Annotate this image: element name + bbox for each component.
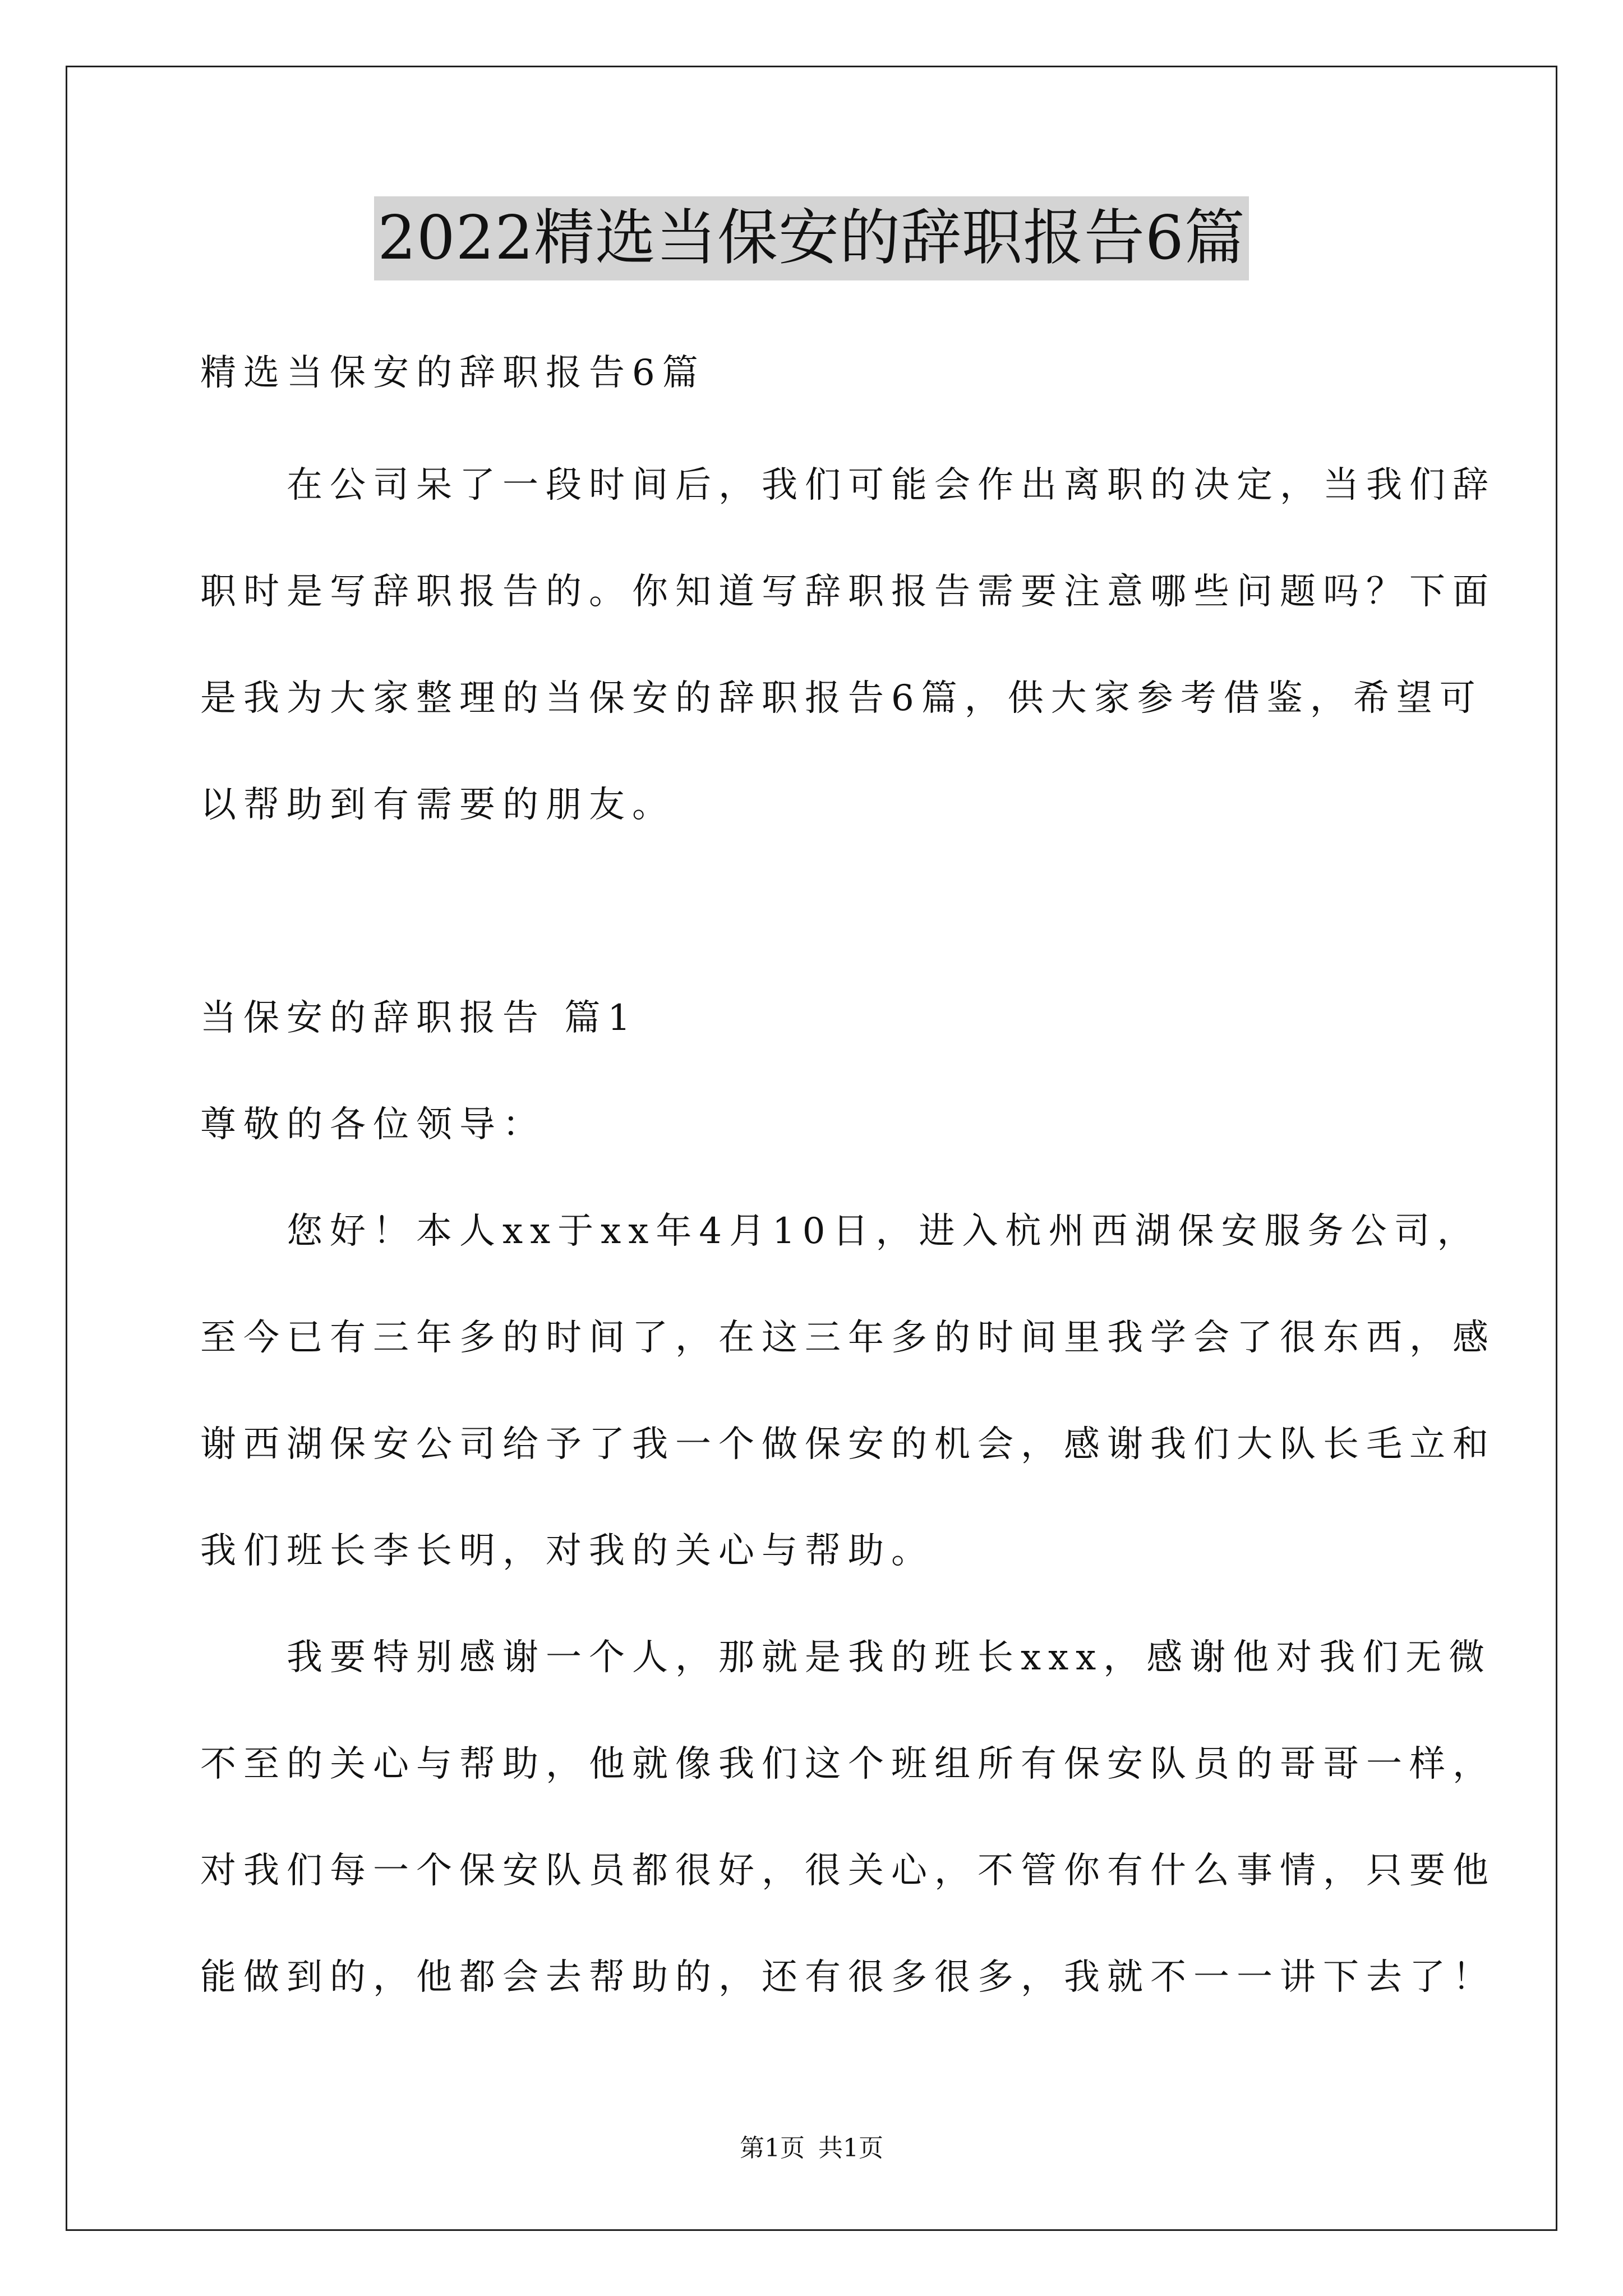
subtitle-line: 精选当保安的辞职报告6篇 <box>200 352 706 394</box>
page-total: 共1页 <box>818 2134 883 2162</box>
paragraph-line: 在公司呆了一段时间后，我们可能会作出离职的决定，当我们辞 <box>200 464 1496 506</box>
title-container <box>0 196 1623 280</box>
section-heading: 当保安的辞职报告 篇1 <box>200 997 638 1039</box>
paragraph-line: 您好！本人xx于xx年4月10日，进入杭州西湖保安服务公司， <box>200 1211 1481 1252</box>
paragraph-line: 对我们每一个保安队员都很好，很关心，不管你有什么事情，只要他 <box>200 1850 1496 1892</box>
page-number: 第1页 <box>740 2134 805 2162</box>
paragraph-line: 以帮助到有需要的朋友。 <box>200 784 675 826</box>
paragraph-line: 我们班长李长明，对我的关心与帮助。 <box>200 1530 934 1572</box>
paragraph-line: 至今已有三年多的时间了，在这三年多的时间里我学会了很东西，感 <box>200 1317 1496 1359</box>
paragraph-line: 是我为大家整理的当保安的辞职报告6篇，供大家参考借鉴，希望可 <box>200 678 1483 719</box>
paragraph-line: 职时是写辞职报告的。你知道写辞职报告需要注意哪些问题吗？下面 <box>200 571 1496 613</box>
paragraph-line: 谢西湖保安公司给予了我一个做保安的机会，感谢我们大队长毛立和 <box>200 1424 1496 1465</box>
salutation-line: 尊敬的各位领导： <box>200 1104 546 1145</box>
paragraph-line: 不至的关心与帮助，他就像我们这个班组所有保安队员的哥哥一样， <box>200 1743 1496 1785</box>
document-title: 2022精选当保安的辞职报告6篇 <box>374 196 1249 280</box>
paragraph-line: 我要特别感谢一个人，那就是我的班长xxx，感谢他对我们无微 <box>200 1637 1492 1678</box>
page-footer <box>0 2132 1623 2165</box>
paragraph-line: 能做到的，他都会去帮助的，还有很多很多，我就不一一讲下去了！ <box>200 1957 1496 1998</box>
